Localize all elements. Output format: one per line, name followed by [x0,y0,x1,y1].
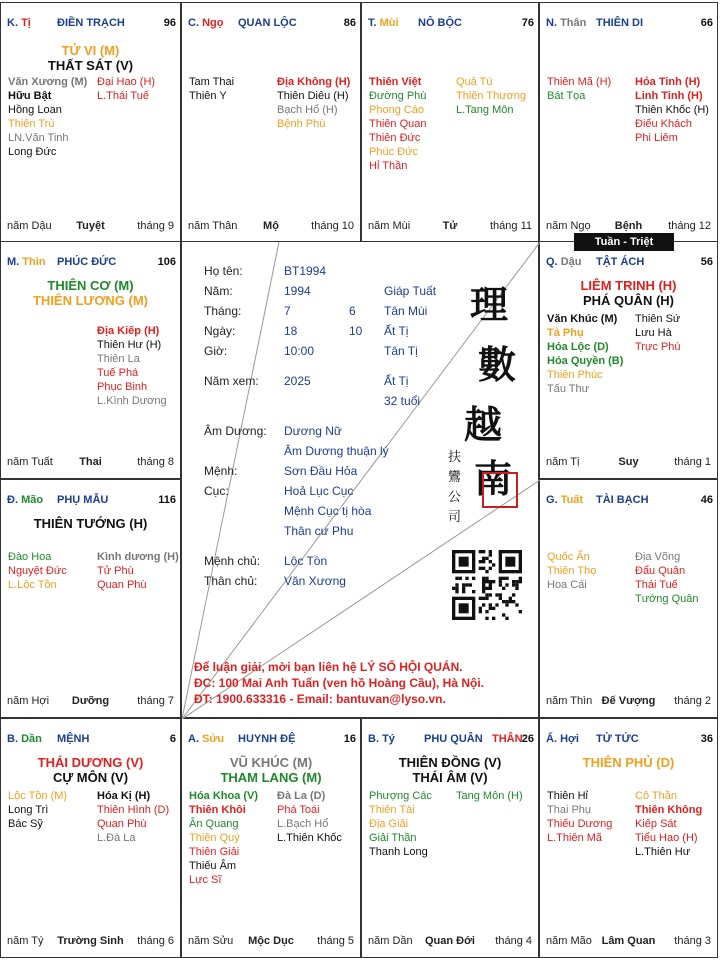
footer-stage: Quan Đới [425,935,475,947]
menh-chu-value: Lộc Tồn [284,554,328,568]
footer-month: tháng 7 [137,695,174,707]
palace-branch: Ngọ [202,17,224,29]
palace-footer [7,693,174,707]
stars-left [189,75,234,103]
palace-footer [7,454,174,468]
palace-position [546,494,583,506]
palace-position [7,256,46,268]
palace-name: HUYNH ĐỆ [238,733,296,745]
minor-star: Thiên Khôi [189,804,246,816]
minor-star: Giải Thần [369,832,417,844]
stars-right [277,789,342,845]
small-char-2: 鸞 [448,470,462,485]
minor-star: Linh Tinh (H) [635,90,703,102]
stars-left [369,789,432,859]
palace-name: THIÊN DI [596,17,644,29]
minor-star: Kình dương (H) [97,551,179,563]
menh-value: Sơn Đầu Hỏa [284,464,358,478]
minor-star: Thiên Hỉ [547,790,588,802]
minor-star: Hữu Bật [8,90,52,102]
minor-star: Hóa Khoa (V) [189,790,259,802]
palace-number: 86 [343,17,356,29]
minor-star: Thiên Quan [369,118,427,130]
than-chu-value: Văn Xương [284,574,346,588]
palace-thin[interactable] [0,241,181,479]
palace-name: PHỤ MẪU [57,494,109,506]
footer-stage: Trường Sinh [57,935,124,947]
minor-star: Thiếu Âm [189,860,237,872]
ngay-value: 18 [284,324,298,338]
main-star: THIÊN PHỦ (D) [582,755,675,770]
palace-stem: Đ. [7,494,18,506]
minor-star: Tang Môn (H) [456,790,523,802]
cuc-relation: Mệnh Cục tị hòa [284,504,372,518]
footer-month: tháng 1 [674,456,711,468]
minor-star: Thai Phụ [547,804,592,816]
palace-dan[interactable] [0,718,181,958]
palace-footer [546,693,711,707]
main-star: THIÊN CƠ (M) [47,278,134,293]
palace-stem: T. [368,17,377,29]
nam-xem-can-chi: Ất Tị [384,374,409,388]
minor-star: Thiên Tài [369,804,415,816]
palace-number: 26 [521,733,534,745]
palace-mui[interactable] [361,2,539,243]
ho-ten-label: Họ tên: [204,264,243,278]
palace-branch: Dậu [560,256,582,268]
footer-year: năm Dần [368,935,413,947]
menh-chu-label: Mệnh chủ: [204,554,261,568]
minor-star: Thiên Mã (H) [547,76,612,88]
palace-number: 66 [700,17,713,29]
main-star: THIÊN ĐỒNG (V) [398,755,502,770]
palace-position [368,733,395,745]
stars-right [635,312,680,354]
minor-star: L.Thái Tuế [97,90,149,102]
calligraphy-char-3: 越 [464,402,503,447]
minor-star: Thiên Thương [456,90,527,102]
minor-star: Thiên La [97,353,140,365]
palace-name: NÔ BỘC [418,17,462,29]
palace-suu[interactable] [181,718,361,958]
palace-position [188,17,223,29]
minor-star: Phục Binh [97,381,148,393]
palace-number: 16 [343,733,356,745]
palace-name: MỆNH [57,733,90,745]
palace-footer [188,218,354,232]
main-star: TỬ VI (M) [61,43,120,58]
footer-year: năm Tý [7,935,44,947]
minor-star: Văn Khúc (M) [547,313,618,325]
footer-year: năm Tị [546,456,580,468]
palace-stem: B. [7,733,18,745]
minor-star: L.Thiên Hư [635,846,691,858]
minor-star: Thiên Phúc [547,369,603,381]
tuan-triet-badge: Tuần - Triệt [574,233,674,251]
minor-star: Hóa Quyền (B) [547,355,624,367]
minor-star: Trực Phù [635,341,681,353]
am-duong-label: Âm Dương: [204,424,267,438]
minor-star: Thiên Đức [369,132,421,144]
minor-star: Hóa Lộc (D) [547,341,609,353]
palace-position [546,17,586,29]
minor-star: Thiên Hư (H) [97,339,162,351]
footer-stage: Mộc Dục [248,935,294,947]
minor-star: Đường Phù [369,90,427,102]
nam-label: Năm: [204,284,233,298]
footer-stage: Lâm Quan [601,935,656,947]
minor-star: Bác Sỹ [8,818,43,830]
stars-left [369,75,426,173]
footer-month: tháng 6 [137,935,174,947]
palace-name: PHU QUÂN [424,733,483,745]
footer-year: năm Ngọ [546,220,591,232]
center-info-panel [181,241,539,718]
minor-star: Tấu Thư [547,383,590,395]
minor-star: Địa Không (H) [277,76,351,88]
palace-name: TÀI BẠCH [596,494,649,506]
main-star: PHÁ QUÂN (H) [583,293,674,308]
footer-month: tháng 10 [311,220,354,232]
stars-right [635,789,702,859]
minor-star: Thiên Khốc (H) [635,104,709,116]
palace-tuat[interactable] [539,479,718,718]
gio-value: 10:00 [284,344,315,358]
footer-year: năm Sửu [188,935,234,947]
footer-year: năm Thân [188,220,238,232]
minor-star: Quan Phù [97,579,147,591]
minor-star: Thiên Trù [8,118,55,130]
palace-position [546,733,579,745]
minor-star: Quốc Ấn [547,551,590,563]
palace-branch: Thân [560,17,587,29]
minor-star: Bạch Hổ (H) [277,104,338,116]
palace-stem: N. [546,17,557,29]
main-star: THÁI DƯƠNG (V) [37,755,144,770]
footer-month: tháng 11 [489,220,532,232]
palace-stem: C. [188,17,199,29]
palace-name: QUAN LỘC [238,17,297,29]
minor-star: Thiên Diêu (H) [277,90,349,102]
palace-hoi[interactable] [539,718,718,958]
minor-star: Lưu Hà [635,327,672,339]
footer-month: tháng 12 [668,220,711,232]
ngay-label: Ngày: [204,324,236,338]
palace-ty[interactable] [361,718,539,958]
qr-code-icon[interactable] [452,550,522,620]
palace-footer [368,933,532,947]
ho-ten-value: BT1994 [284,264,327,278]
minor-star: Hóa Kị (H) [97,790,151,802]
minor-star: Kiếp Sát [635,818,677,830]
palace-branch: Tuất [560,494,584,506]
palace-name: TẬT ÁCH [596,256,645,268]
minor-star: Thiên Quý [189,832,240,844]
footer-year: năm Thìn [546,695,593,707]
contact-address: ĐC: 100 Mai Anh Tuấn (ven hồ Hoàng Cầu), Hà Nội. [194,676,485,690]
palace-stem: K. [7,17,18,29]
palace-stem: M. [7,256,20,268]
footer-year: năm Hợi [7,695,50,707]
palace-stem: Ấ. [546,733,557,745]
minor-star: Thiên Hình (D) [97,804,170,816]
palace-branch: Hợi [560,733,579,745]
than-chu-label: Thân chủ: [204,574,258,588]
stars-right [277,75,350,131]
main-star: VŨ KHÚC (M) [229,755,313,770]
minor-star: Lộc Tồn (M) [8,790,68,802]
main-star: THẤT SÁT (V) [47,58,134,73]
minor-star: Thiên Không [635,804,703,816]
minor-star: Thiên Giải [189,846,240,858]
minor-star: Thiếu Dương [547,818,613,830]
nam-value: 1994 [284,284,311,298]
contact-line-1: Để luận giải, mời bạn liên hệ LÝ SỐ HỘI QUÁN. [194,660,463,674]
minor-star: Đào Hoa [8,551,52,563]
footer-stage: Mộ [263,220,279,232]
palace-stem: G. [546,494,558,506]
minor-star: L.Thiên Mã [547,832,603,844]
stars-right [97,550,179,592]
palace-stem: Q. [546,256,558,268]
minor-star: Phá Toái [277,804,320,816]
footer-year: năm Tuất [7,456,53,468]
minor-star: Điếu Khách [635,118,692,130]
footer-month: tháng 4 [495,935,532,947]
palace-footer [7,933,174,947]
calligraphy-char-2: 數 [478,342,517,387]
palace-number: 96 [163,17,176,29]
than-cu: Thân cư Phu [284,524,354,538]
palace-branch: Thìn [22,256,46,268]
minor-star: Đẩu Quân [635,565,686,577]
minor-star: L.Kình Dương [97,395,167,407]
minor-star: LN.Văn Tinh [8,132,69,144]
footer-stage: Thai [79,456,102,468]
nam-xem-label: Năm xem: [204,374,259,388]
footer-month: tháng 2 [674,695,711,707]
palace-mao[interactable] [0,479,181,718]
minor-star: Long Đức [8,146,57,158]
minor-star: Đà La (D) [277,790,326,802]
minor-star: Tướng Quân [635,593,699,605]
calligraphy-char-1: 理 [470,282,509,327]
footer-month: tháng 9 [137,220,174,232]
thang-can-chi: Tân Mùi [384,304,428,318]
main-star: CỰ MÔN (V) [52,770,129,785]
palace-branch: Tị [21,17,31,29]
stars-right [97,324,167,408]
palace-number: 36 [700,733,713,745]
minor-star: Hoa Cái [547,579,587,591]
palace-position [7,494,43,506]
minor-star: Quan Phù [97,818,147,830]
contact-phone-email[interactable]: ĐT: 1900.633316 - Email: bantuvan@lyso.vn. [194,692,446,706]
palace-footer [546,454,711,468]
minor-star: Hồng Loan [8,104,62,116]
stars-left [189,789,258,887]
stars-right [635,75,709,145]
stars-left [547,312,623,396]
minor-star: Thiên Việt [369,76,422,88]
stars-left [547,75,611,103]
stars-left [8,75,87,159]
red-seal-stamp [482,472,518,508]
minor-star: Ân Quang [189,818,239,830]
palace-footer [546,933,711,947]
minor-star: L.Lộc Tồn [8,579,57,591]
main-star: THIÊN LƯƠNG (M) [32,293,149,308]
minor-star: Địa Võng [635,551,681,563]
footer-month: tháng 5 [317,935,354,947]
footer-year: năm Mùi [368,220,411,232]
stars-right [456,75,526,117]
palace-stem: B. [368,733,379,745]
stars-left [8,789,67,831]
palace-branch: Tý [382,733,395,745]
palace-name: TỬ TỨC [596,733,639,745]
minor-star: Lực Sĩ [189,874,222,886]
main-star: THÁI ÂM (V) [412,770,488,785]
palace-footer [7,218,174,232]
thang-label: Tháng: [204,304,242,318]
palace-number: 106 [157,256,176,268]
footer-stage: Tuyệt [76,220,105,232]
minor-star: L.Thiên Khốc [277,832,342,844]
stars-right [97,75,155,103]
palace-branch: Mùi [379,17,399,29]
ngay-am-lich: 10 [349,324,363,338]
palace-ngo[interactable] [181,2,361,243]
footer-stage: Đế Vượng [601,695,656,707]
minor-star: Long Trì [8,804,49,816]
palace-position [546,256,581,268]
palace-name: ĐIỀN TRẠCH [57,17,125,29]
footer-month: tháng 3 [674,935,711,947]
main-star: LIÊM TRINH (H) [580,278,677,293]
minor-star: Tử Phù [97,565,134,577]
thang-value: 7 [284,304,291,318]
nam-can-chi: Giáp Tuất [384,284,437,298]
palace-position [7,17,31,29]
footer-year: năm Mão [546,935,592,947]
minor-star: Thiên Y [189,90,227,102]
minor-star: Thiên Sứ [635,313,681,325]
minor-star: Tuế Phá [97,367,139,379]
palace-number: 56 [700,256,713,268]
palace-name: PHÚC ĐỨC [57,256,117,268]
footer-year: năm Dậu [7,220,52,232]
gio-label: Giờ: [204,344,228,358]
minor-star: Địa Kiếp (H) [97,325,160,337]
palace-ti[interactable] [0,2,181,243]
gio-can-chi: Tân Tị [384,344,418,358]
stars-left [547,550,596,592]
footer-stage: Suy [618,456,639,468]
thang-am-lich: 6 [349,304,356,318]
palace-dau[interactable] [539,241,718,479]
stars-right [635,550,699,606]
palace-number: 46 [700,494,713,506]
minor-star: Tam Thai [189,76,235,88]
small-char-3: 公 [448,490,462,505]
palace-position [7,733,42,745]
palace-position [188,733,224,745]
minor-star: Thái Tuế [635,579,678,591]
stars-left [547,789,612,845]
palace-footer [188,933,354,947]
palace-branch: Mão [21,494,44,506]
palace-stem: A. [188,733,199,745]
palace-branch: Sửu [202,733,225,745]
palace-branch: Dần [21,733,42,745]
minor-star: Bệnh Phù [277,118,326,130]
calligraphy-char-4: 南 [474,456,513,501]
palace-than[interactable] [539,2,718,243]
minor-star: L.Đà La [97,832,136,844]
minor-star: Địa Giải [369,818,409,830]
stars-right [97,789,169,845]
cuc-label: Cục: [204,484,229,498]
minor-star: Bát Tọa [547,90,586,102]
menh-label: Mệnh: [204,464,238,478]
palace-footer [368,218,532,232]
minor-star: Văn Xương (M) [8,76,88,88]
stars-right [456,789,523,803]
minor-star: Hỉ Thần [369,160,408,172]
nam-xem-value: 2025 [284,374,311,388]
palace-footer [546,218,711,232]
footer-stage: Dưỡng [71,695,110,707]
minor-star: L.Bạch Hổ [277,818,329,830]
minor-star: Quả Tú [456,76,493,88]
minor-star: Phong Cáo [369,104,425,116]
am-duong-value: Dương Nữ [284,424,342,438]
minor-star: Tiểu Hao (H) [635,832,698,844]
minor-star: L.Tang Môn [456,104,514,116]
minor-star: Tả Phụ [547,327,584,339]
palace-number: 76 [521,17,534,29]
cuc-value: Hoả Lục Cục [284,484,354,498]
minor-star: Phượng Các [369,790,432,802]
palace-number: 116 [158,494,176,506]
ngay-can-chi: Ất Tị [384,324,409,338]
minor-star: Nguyệt Đức [8,565,67,577]
footer-stage: Tử [442,220,458,232]
small-char-4: 司 [448,510,462,525]
minor-star: Phi Liêm [635,132,678,144]
palace-number: 6 [169,733,176,745]
am-duong-ly: Âm Dương thuận lý [284,444,389,458]
minor-star: Thanh Long [369,846,428,858]
stars-left [8,550,67,592]
minor-star: Cô Thần [635,790,677,802]
main-star: THIÊN TƯỚNG (H) [33,516,148,531]
palace-position [368,17,399,29]
footer-month: tháng 8 [137,456,174,468]
tuoi-value: 32 tuổi [384,394,421,408]
minor-star: Phúc Đức [369,146,418,158]
main-star: THAM LANG (M) [220,770,322,785]
footer-stage: Bệnh [614,220,643,232]
body-palace-marker: THÂN [492,733,523,745]
minor-star: Thiên Thọ [547,565,597,577]
small-char-1: 扶 [448,450,462,465]
minor-star: Hỏa Tinh (H) [635,76,701,88]
minor-star: Đại Hao (H) [97,76,156,88]
